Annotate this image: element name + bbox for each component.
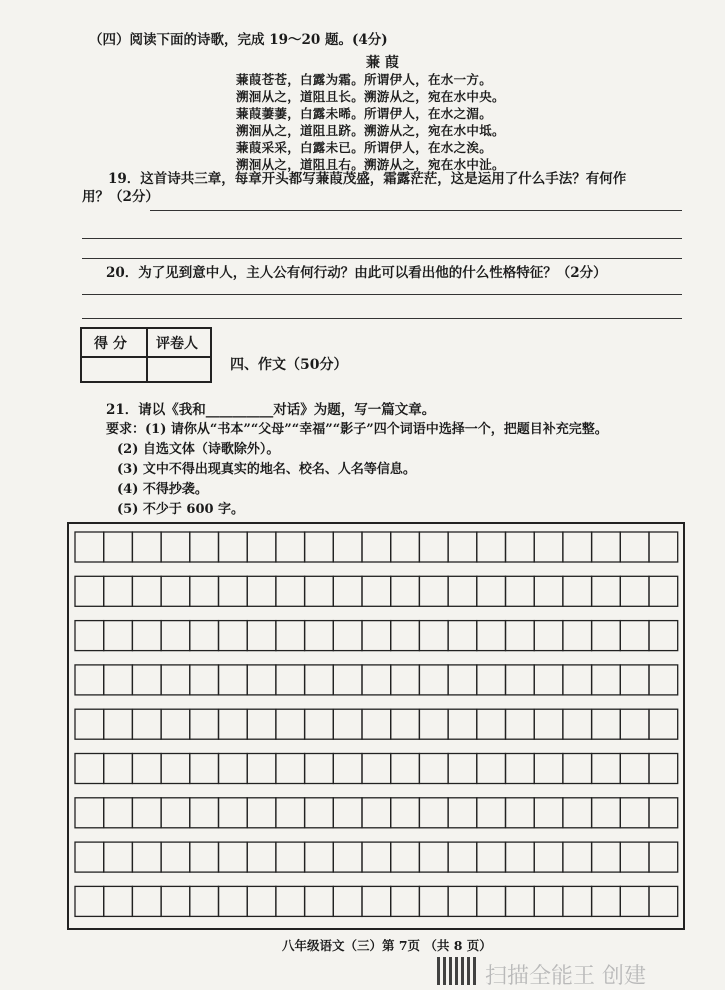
grid-cell[interactable] bbox=[506, 621, 535, 651]
grid-cell[interactable] bbox=[190, 665, 219, 695]
grid-cell[interactable] bbox=[506, 798, 535, 828]
grid-cell[interactable] bbox=[190, 842, 219, 872]
grid-cell[interactable] bbox=[333, 532, 362, 562]
grid-cell[interactable] bbox=[362, 798, 391, 828]
grid-cell[interactable] bbox=[419, 665, 448, 695]
grid-cell[interactable] bbox=[592, 842, 621, 872]
requirement-3: (3) 文中不得出现真实的地名、校名、人名等信息。 bbox=[117, 462, 416, 477]
grid-cell[interactable] bbox=[592, 798, 621, 828]
grid-cell[interactable] bbox=[161, 842, 190, 872]
grid-cell[interactable] bbox=[104, 532, 133, 562]
grid-cell[interactable] bbox=[104, 842, 133, 872]
grid-cell[interactable] bbox=[276, 621, 305, 651]
answer-line[interactable] bbox=[82, 318, 682, 319]
grid-cell[interactable] bbox=[362, 709, 391, 739]
grid-cell[interactable] bbox=[534, 842, 563, 872]
grid-cell[interactable] bbox=[477, 798, 506, 828]
grid-cell[interactable] bbox=[132, 798, 161, 828]
grid-cell[interactable] bbox=[477, 576, 506, 606]
grid-cell[interactable] bbox=[419, 842, 448, 872]
answer-line[interactable] bbox=[82, 258, 682, 259]
grid-cell[interactable] bbox=[419, 621, 448, 651]
grid-cell[interactable] bbox=[219, 709, 248, 739]
section-title: 四、作文（50分） bbox=[230, 357, 348, 373]
grid-cell[interactable] bbox=[161, 754, 190, 784]
grid-cell[interactable] bbox=[448, 798, 477, 828]
grid-cell[interactable] bbox=[132, 709, 161, 739]
grid-cell[interactable] bbox=[592, 886, 621, 916]
grid-cell[interactable] bbox=[391, 754, 420, 784]
grid-cell[interactable] bbox=[276, 754, 305, 784]
grid-cell[interactable] bbox=[534, 798, 563, 828]
grid-cell[interactable] bbox=[104, 798, 133, 828]
grid-cell[interactable] bbox=[448, 621, 477, 651]
grid-cell[interactable] bbox=[419, 709, 448, 739]
grid-cell[interactable] bbox=[305, 798, 334, 828]
grid-cell[interactable] bbox=[448, 665, 477, 695]
grid-cell[interactable] bbox=[333, 754, 362, 784]
grid-cell[interactable] bbox=[305, 842, 334, 872]
grid-cell[interactable] bbox=[190, 709, 219, 739]
poem-line: 蒹葭采采，白露未已。所谓伊人，在水之涘。 bbox=[236, 140, 493, 155]
section-4-header: （四）阅读下面的诗歌，完成 19～20 题。(4分) bbox=[89, 32, 388, 48]
grid-cell[interactable] bbox=[506, 576, 535, 606]
answer-line[interactable] bbox=[150, 210, 682, 211]
scanner-watermark: 扫描全能王 创建 bbox=[485, 964, 646, 989]
grid-cell[interactable] bbox=[190, 621, 219, 651]
grid-cell[interactable] bbox=[333, 621, 362, 651]
writing-grid[interactable] bbox=[67, 522, 685, 930]
grid-cell[interactable] bbox=[649, 532, 678, 562]
grid-cell[interactable] bbox=[477, 665, 506, 695]
grid-cell[interactable] bbox=[649, 754, 678, 784]
grid-cell[interactable] bbox=[391, 886, 420, 916]
grid-cell[interactable] bbox=[534, 665, 563, 695]
grid-cell[interactable] bbox=[132, 532, 161, 562]
grid-cell[interactable] bbox=[620, 532, 649, 562]
grid-cell[interactable] bbox=[276, 576, 305, 606]
grid-cell[interactable] bbox=[247, 798, 276, 828]
grid-cell[interactable] bbox=[563, 886, 592, 916]
grid-cell[interactable] bbox=[534, 886, 563, 916]
grid-cell[interactable] bbox=[620, 798, 649, 828]
qr-code-icon bbox=[437, 957, 477, 985]
grid-cell[interactable] bbox=[592, 621, 621, 651]
grid-cell[interactable] bbox=[506, 886, 535, 916]
grid-cell[interactable] bbox=[563, 709, 592, 739]
grid-cell[interactable] bbox=[362, 576, 391, 606]
question-21-prompt: 21．请以《我和__________对话》为题，写一篇文章。 bbox=[106, 402, 436, 418]
grid-cell[interactable] bbox=[391, 621, 420, 651]
grid-cell[interactable] bbox=[448, 886, 477, 916]
grid-cell[interactable] bbox=[592, 665, 621, 695]
grid-cell[interactable] bbox=[75, 532, 104, 562]
grid-cell[interactable] bbox=[161, 798, 190, 828]
grid-cell[interactable] bbox=[391, 665, 420, 695]
grid-cell[interactable] bbox=[219, 532, 248, 562]
grid-cell[interactable] bbox=[247, 886, 276, 916]
grid-cell[interactable] bbox=[477, 886, 506, 916]
grid-cell[interactable] bbox=[333, 798, 362, 828]
grid-cell[interactable] bbox=[592, 532, 621, 562]
grid-cell[interactable] bbox=[563, 842, 592, 872]
grid-cell[interactable] bbox=[190, 754, 219, 784]
requirement-1: 要求：(1) 请你从“书本”“父母”“幸福”“影子”四个词语中选择一个，把题目补充完整。 bbox=[106, 422, 608, 437]
grid-cell[interactable] bbox=[506, 842, 535, 872]
grid-cell[interactable] bbox=[132, 621, 161, 651]
grid-cell[interactable] bbox=[276, 842, 305, 872]
score-table bbox=[80, 327, 212, 383]
grid-cell[interactable] bbox=[161, 665, 190, 695]
grid-cell[interactable] bbox=[132, 886, 161, 916]
answer-line[interactable] bbox=[82, 238, 682, 239]
grid-cell[interactable] bbox=[219, 754, 248, 784]
grid-cell[interactable] bbox=[305, 532, 334, 562]
requirement-2: (2) 自选文体（诗歌除外）。 bbox=[117, 442, 280, 457]
grid-cell[interactable] bbox=[477, 532, 506, 562]
grid-cell[interactable] bbox=[219, 886, 248, 916]
grader-label: 评卷人 bbox=[156, 336, 198, 352]
grid-cell[interactable] bbox=[563, 576, 592, 606]
grid-cell[interactable] bbox=[75, 576, 104, 606]
grid-cell[interactable] bbox=[219, 576, 248, 606]
grid-cell[interactable] bbox=[305, 709, 334, 739]
grid-cell[interactable] bbox=[448, 576, 477, 606]
grid-cell[interactable] bbox=[448, 532, 477, 562]
grid-cell[interactable] bbox=[477, 754, 506, 784]
writing-grid-cells bbox=[69, 524, 683, 928]
grid-cell[interactable] bbox=[563, 798, 592, 828]
score-label: 得 分 bbox=[94, 336, 127, 352]
grid-cell[interactable] bbox=[506, 532, 535, 562]
grid-cell[interactable] bbox=[305, 886, 334, 916]
grid-cell[interactable] bbox=[247, 621, 276, 651]
grid-cell[interactable] bbox=[391, 842, 420, 872]
grid-cell[interactable] bbox=[333, 709, 362, 739]
grid-cell[interactable] bbox=[132, 576, 161, 606]
grid-cell[interactable] bbox=[104, 665, 133, 695]
grid-cell[interactable] bbox=[247, 665, 276, 695]
grid-cell[interactable] bbox=[190, 532, 219, 562]
grid-cell[interactable] bbox=[219, 798, 248, 828]
poem-line: 溯洄从之，道阻且右。溯游从之，宛在水中沚。 bbox=[236, 157, 505, 172]
poem-line: 蒹葭萋萋，白露未晞。所谓伊人，在水之湄。 bbox=[236, 106, 493, 121]
grid-cell[interactable] bbox=[305, 576, 334, 606]
grid-cell[interactable] bbox=[391, 709, 420, 739]
grid-cell[interactable] bbox=[506, 754, 535, 784]
grid-cell[interactable] bbox=[305, 665, 334, 695]
grid-cell[interactable] bbox=[362, 621, 391, 651]
question-20: 20．为了见到意中人，主人公有何行动？由此可以看出他的什么性格特征？（2分） bbox=[106, 265, 607, 281]
grid-cell[interactable] bbox=[448, 842, 477, 872]
grid-cell[interactable] bbox=[219, 842, 248, 872]
grid-cell[interactable] bbox=[75, 754, 104, 784]
requirement-4: (4) 不得抄袭。 bbox=[117, 482, 208, 497]
grid-cell[interactable] bbox=[649, 798, 678, 828]
grid-cell[interactable] bbox=[190, 886, 219, 916]
grid-cell[interactable] bbox=[247, 754, 276, 784]
grid-cell[interactable] bbox=[649, 621, 678, 651]
grid-cell[interactable] bbox=[534, 709, 563, 739]
grid-cell[interactable] bbox=[649, 576, 678, 606]
grid-cell[interactable] bbox=[362, 886, 391, 916]
grid-cell[interactable] bbox=[620, 886, 649, 916]
grid-cell[interactable] bbox=[620, 576, 649, 606]
grid-cell[interactable] bbox=[419, 754, 448, 784]
grid-cell[interactable] bbox=[219, 665, 248, 695]
grid-cell[interactable] bbox=[391, 798, 420, 828]
grid-cell[interactable] bbox=[620, 754, 649, 784]
grid-cell[interactable] bbox=[477, 842, 506, 872]
grid-cell[interactable] bbox=[305, 621, 334, 651]
grid-cell[interactable] bbox=[333, 665, 362, 695]
grid-cell[interactable] bbox=[161, 576, 190, 606]
grid-cell[interactable] bbox=[104, 709, 133, 739]
grid-cell[interactable] bbox=[190, 798, 219, 828]
grid-cell[interactable] bbox=[75, 842, 104, 872]
grid-cell[interactable] bbox=[333, 842, 362, 872]
grid-cell[interactable] bbox=[247, 532, 276, 562]
grid-cell[interactable] bbox=[362, 754, 391, 784]
grid-cell[interactable] bbox=[534, 532, 563, 562]
question-19-line1: 19．这首诗共三章，每章开头都写蒹葭茂盛，霜露茫茫，这是运用了什么手法？有何作 bbox=[108, 171, 627, 187]
grid-cell[interactable] bbox=[75, 709, 104, 739]
grid-cell[interactable] bbox=[75, 665, 104, 695]
grid-cell[interactable] bbox=[276, 886, 305, 916]
grid-cell[interactable] bbox=[276, 798, 305, 828]
grid-cell[interactable] bbox=[391, 576, 420, 606]
poem-line: 溯洄从之，道阻且跻。溯游从之，宛在水中坻。 bbox=[236, 123, 505, 138]
grid-cell[interactable] bbox=[592, 576, 621, 606]
grid-cell[interactable] bbox=[649, 709, 678, 739]
grid-cell[interactable] bbox=[477, 621, 506, 651]
grid-cell[interactable] bbox=[649, 665, 678, 695]
grid-cell[interactable] bbox=[534, 576, 563, 606]
grid-cell[interactable] bbox=[419, 798, 448, 828]
grid-cell[interactable] bbox=[362, 842, 391, 872]
grid-cell[interactable] bbox=[620, 842, 649, 872]
grid-cell[interactable] bbox=[276, 709, 305, 739]
grid-cell[interactable] bbox=[104, 886, 133, 916]
grid-cell[interactable] bbox=[448, 754, 477, 784]
grid-cell[interactable] bbox=[75, 886, 104, 916]
grid-cell[interactable] bbox=[620, 709, 649, 739]
grid-cell[interactable] bbox=[620, 621, 649, 651]
grid-cell[interactable] bbox=[247, 576, 276, 606]
grid-cell[interactable] bbox=[419, 886, 448, 916]
grid-cell[interactable] bbox=[333, 886, 362, 916]
grid-cell[interactable] bbox=[161, 709, 190, 739]
grid-cell[interactable] bbox=[563, 532, 592, 562]
grid-cell[interactable] bbox=[305, 754, 334, 784]
grid-cell[interactable] bbox=[104, 621, 133, 651]
grid-cell[interactable] bbox=[247, 842, 276, 872]
grid-cell[interactable] bbox=[75, 621, 104, 651]
grid-cell[interactable] bbox=[620, 665, 649, 695]
grid-cell[interactable] bbox=[132, 842, 161, 872]
grid-cell[interactable] bbox=[104, 576, 133, 606]
grid-cell[interactable] bbox=[104, 754, 133, 784]
grid-cell[interactable] bbox=[161, 621, 190, 651]
grid-cell[interactable] bbox=[448, 709, 477, 739]
grid-cell[interactable] bbox=[649, 886, 678, 916]
poem-title: 蒹 葭 bbox=[366, 55, 399, 71]
grid-cell[interactable] bbox=[161, 532, 190, 562]
grid-cell[interactable] bbox=[391, 532, 420, 562]
grid-cell[interactable] bbox=[276, 532, 305, 562]
poem-line: 溯洄从之，道阻且长。溯游从之，宛在水中央。 bbox=[236, 89, 505, 104]
question-19-line2: 用？（2分） bbox=[82, 189, 159, 205]
grid-cell[interactable] bbox=[592, 754, 621, 784]
grid-cell[interactable] bbox=[419, 576, 448, 606]
grid-cell[interactable] bbox=[649, 842, 678, 872]
grid-cell[interactable] bbox=[534, 754, 563, 784]
grid-cell[interactable] bbox=[563, 621, 592, 651]
requirement-5: (5) 不少于 600 字。 bbox=[117, 502, 245, 517]
grid-cell[interactable] bbox=[247, 709, 276, 739]
grid-cell[interactable] bbox=[563, 665, 592, 695]
poem-line: 蒹葭苍苍，白露为霜。所谓伊人，在水一方。 bbox=[236, 72, 493, 87]
grid-cell[interactable] bbox=[592, 709, 621, 739]
grid-cell[interactable] bbox=[419, 532, 448, 562]
grid-cell[interactable] bbox=[161, 886, 190, 916]
grid-cell[interactable] bbox=[276, 665, 305, 695]
grid-cell[interactable] bbox=[506, 709, 535, 739]
grid-cell[interactable] bbox=[132, 754, 161, 784]
grid-cell[interactable] bbox=[333, 576, 362, 606]
page-footer: 八年级语文（三）第 7页 （共 8 页） bbox=[282, 938, 492, 953]
grid-cell[interactable] bbox=[362, 532, 391, 562]
grid-cell[interactable] bbox=[534, 621, 563, 651]
answer-line[interactable] bbox=[82, 294, 682, 295]
grid-cell[interactable] bbox=[132, 665, 161, 695]
grid-cell[interactable] bbox=[563, 754, 592, 784]
grid-cell[interactable] bbox=[219, 621, 248, 651]
grid-cell[interactable] bbox=[506, 665, 535, 695]
grid-cell[interactable] bbox=[362, 665, 391, 695]
grid-cell[interactable] bbox=[75, 798, 104, 828]
grid-cell[interactable] bbox=[190, 576, 219, 606]
grid-cell[interactable] bbox=[477, 709, 506, 739]
